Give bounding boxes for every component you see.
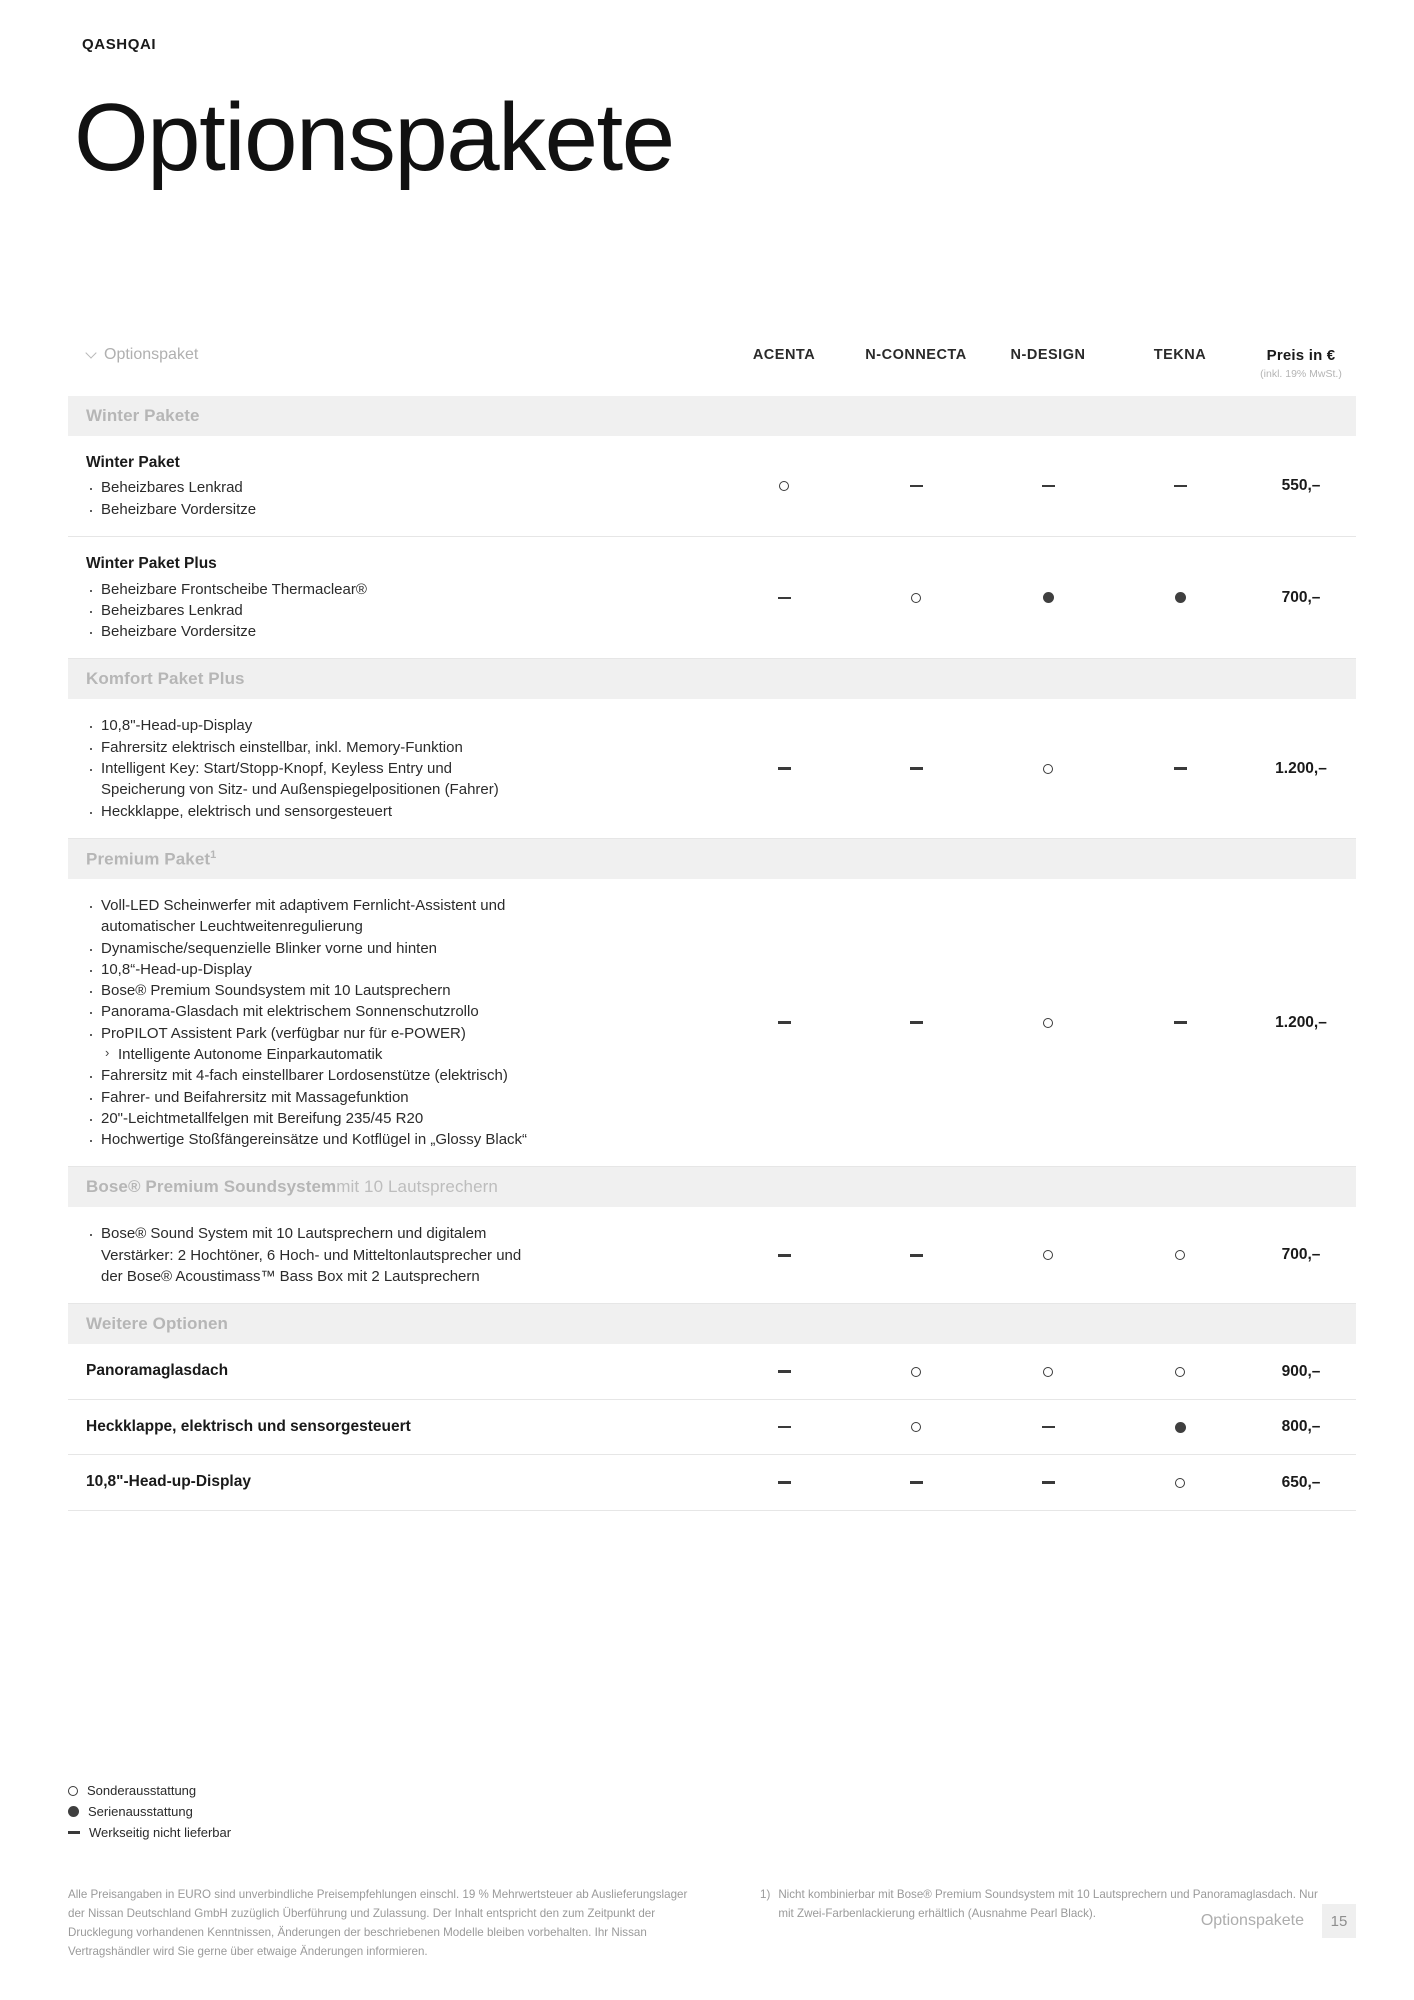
feature-item: · Beheizbare Vordersitze: [86, 621, 706, 642]
marker-optional-icon: [1043, 1250, 1053, 1260]
marker-optional-icon: [1043, 1018, 1053, 1028]
footnote-number: 1): [760, 1888, 771, 1901]
marker-unavailable-icon: [1042, 485, 1055, 487]
feature-item: · Hochwertige Stoßfängereinsätze und Kotflügel in „Glossy Black“: [86, 1129, 706, 1150]
marker-unavailable-icon: [1042, 1481, 1055, 1483]
section-band: [68, 1167, 1356, 1207]
row-title: Panoramaglasdach: [86, 1362, 229, 1380]
legend: [68, 1780, 488, 1843]
availability-cell-tekna: [1114, 1021, 1246, 1023]
row-description: [68, 699, 718, 837]
availability-cell-n-design: [982, 1426, 1114, 1428]
model-name: QASHQAI: [82, 36, 157, 53]
table-body: [68, 396, 1356, 1511]
footnote-text: Nicht kombinierbar mit Bose® Premium Soundsystem mit 10 Lautsprechern und Panoramaglasdach. Nur mit Zwei-Farbenlackierung erhältlich (Ausnahme Pearl Black).: [778, 1888, 1318, 1920]
section-band: [68, 1304, 1356, 1344]
table-row: [68, 1455, 1356, 1510]
marker-unavailable-icon: [910, 767, 923, 769]
marker-optional-icon: [1175, 1367, 1185, 1377]
marker-optional-icon: [911, 1422, 921, 1432]
availability-cell-n-connecta: [850, 593, 982, 603]
marker-unavailable-icon: [1174, 485, 1187, 487]
row-title: Heckklappe, elektrisch und sensorgesteuert: [86, 1417, 411, 1435]
price-cell: 1.200,–: [1275, 1013, 1327, 1031]
feature-item: · 10,8“-Head-up-Display: [86, 959, 706, 980]
feature-item: · Panorama-Glasdach mit elektrischem Sonnenschutzrollo: [86, 1001, 706, 1022]
marker-standard-icon: [1175, 1422, 1186, 1433]
row-description: [68, 1207, 718, 1303]
availability-cell-acenta: [718, 1426, 850, 1428]
price-header-label: Preis in €: [1266, 347, 1336, 364]
availability-cell-n-design: [982, 1018, 1114, 1028]
feature-item: · Fahrersitz elektrisch einstellbar, inkl. Memory-Funktion: [86, 737, 706, 758]
feature-list: [86, 715, 706, 821]
availability-cell-tekna: [1114, 767, 1246, 769]
feature-item: automatischer Leuchtweitenregulierung: [101, 918, 363, 936]
column-header-price: [1246, 346, 1356, 380]
availability-cell-n-connecta: [850, 1254, 982, 1256]
row-title: Winter Paket: [86, 454, 180, 471]
footer-disclaimer: Alle Preisangaben in EURO sind unverbindliche Preisempfehlungen einschl. 19 % Mehrwertsteuer ab Auslieferungslager der Nissan Deutschland GmbH zuzüglich Überführung und Zulassung. Der Inhalt entspricht den zum Zeitpunkt der Drucklegung vorhandenen Kenntnissen, Änderungen der beschriebenen Modelle bleiben vorbehalten. Ihr Nissan Vertragshändler wird Sie gerne über etwaige Änderungen informieren.: [68, 1888, 688, 1958]
marker-unavailable-icon: [1174, 1021, 1187, 1023]
availability-cell-acenta: [718, 1481, 850, 1483]
feature-list: [86, 579, 706, 643]
marker-unavailable-icon: [778, 1254, 791, 1256]
availability-cell-n-design: [982, 485, 1114, 487]
legend-item: [68, 1780, 488, 1801]
options-table: [68, 346, 1356, 1511]
feature-item: Speicherung von Sitz- und Außenspiegelpositionen (Fahrer): [101, 781, 499, 799]
feature-item: · ProPILOT Assistent Park (verfügbar nur für e-POWER): [86, 1023, 706, 1044]
page-footer: [1201, 1904, 1356, 1938]
availability-cell-tekna: [1114, 592, 1246, 603]
feature-item: · Bose® Premium Soundsystem mit 10 Lautsprechern: [86, 980, 706, 1001]
row-description: [68, 1455, 718, 1509]
legend-item: [68, 1822, 488, 1843]
row-title: Winter Paket Plus: [86, 555, 217, 573]
marker-optional-icon: [1043, 764, 1053, 774]
availability-cell-n-design: [982, 592, 1114, 603]
marker-unavailable-icon: [778, 1481, 791, 1483]
availability-cell-n-design: [982, 764, 1114, 774]
availability-cell-acenta: [718, 767, 850, 769]
feature-list: [86, 477, 706, 520]
section-band: [68, 839, 1356, 879]
feature-item: · 10,8"-Head-up-Display: [86, 715, 706, 736]
legend-standard-icon: [68, 1806, 79, 1817]
marker-unavailable-icon: [778, 597, 791, 599]
legend-label: Serienausstattung: [88, 1804, 193, 1820]
price-cell: 900,–: [1281, 1362, 1321, 1380]
availability-cell-n-connecta: [850, 1021, 982, 1023]
section-band-title: Bose® Premium Soundsystem: [86, 1177, 337, 1197]
page-title: Optionspakete: [74, 84, 674, 191]
marker-optional-icon: [1175, 1250, 1185, 1260]
marker-optional-icon: [1043, 1367, 1053, 1377]
column-header-acenta: ACENTA: [752, 347, 816, 363]
section-band-title: Weitere Optionen: [86, 1314, 229, 1334]
table-row: [68, 1207, 1356, 1304]
column-header-n-design: N-DESIGN: [1010, 347, 1086, 363]
feature-item: · Dynamische/sequenzielle Blinker vorne und hinten: [86, 938, 706, 959]
marker-unavailable-icon: [910, 485, 923, 487]
marker-standard-icon: [1043, 592, 1054, 603]
availability-cell-tekna: [1114, 485, 1246, 487]
availability-cell-acenta: [718, 481, 850, 491]
table-header-row: [68, 346, 1356, 396]
availability-cell-n-connecta: [850, 767, 982, 769]
section-band: [68, 396, 1356, 436]
availability-cell-n-connecta: [850, 1422, 982, 1432]
feature-item: · Beheizbare Frontscheibe Thermaclear®: [86, 579, 706, 600]
feature-item: · Fahrersitz mit 4-fach einstellbarer Lordosenstütze (elektrisch): [86, 1065, 706, 1086]
feature-item: · Voll-LED Scheinwerfer mit adaptivem Fernlicht-Assistent und: [86, 895, 706, 916]
feature-item: · Fahrer- und Beifahrersitz mit Massagefunktion: [86, 1087, 706, 1108]
availability-cell-tekna: [1114, 1478, 1246, 1488]
marker-unavailable-icon: [910, 1254, 923, 1256]
feature-item: · Beheizbares Lenkrad: [86, 477, 706, 498]
row-description: [68, 1344, 718, 1398]
table-row: [68, 1344, 1356, 1399]
chevron-down-icon: [86, 348, 97, 359]
price-cell: 1.200,–: [1275, 759, 1327, 777]
price-cell: 650,–: [1281, 1473, 1321, 1491]
marker-unavailable-icon: [910, 1021, 923, 1023]
price-cell: 800,–: [1281, 1418, 1321, 1436]
availability-cell-tekna: [1114, 1422, 1246, 1433]
feature-item: der Bose® Acoustimass™ Bass Box mit 2 Lautsprechern: [101, 1268, 480, 1286]
availability-cell-tekna: [1114, 1250, 1246, 1260]
marker-unavailable-icon: [778, 1021, 791, 1023]
section-band-subtitle: mit 10 Lautsprechern: [336, 1177, 498, 1197]
price-cell: 700,–: [1281, 588, 1321, 606]
feature-item: · Beheizbares Lenkrad: [86, 600, 706, 621]
table-row: [68, 1400, 1356, 1455]
feature-item: · Beheizbare Vordersitze: [86, 499, 706, 520]
row-description: [68, 879, 718, 1167]
legend-optional-icon: [68, 1786, 78, 1796]
feature-item: · Intelligent Key: Start/Stopp-Knopf, Keyless Entry und: [86, 758, 706, 779]
availability-cell-tekna: [1114, 1367, 1246, 1377]
availability-cell-acenta: [718, 1254, 850, 1256]
availability-cell-acenta: [718, 597, 850, 599]
marker-optional-icon: [1175, 1478, 1185, 1488]
marker-optional-icon: [779, 481, 789, 491]
marker-unavailable-icon: [1042, 1426, 1055, 1428]
feature-list: [86, 895, 706, 1151]
section-band-title: Premium Paket$^1$: [86, 848, 217, 869]
marker-optional-icon: [911, 593, 921, 603]
page-number: 15: [1322, 1904, 1356, 1938]
table-row: [68, 879, 1356, 1168]
table-row: [68, 436, 1356, 537]
row-title: 10,8"-Head-up-Display: [86, 1473, 251, 1491]
table-row: [68, 699, 1356, 838]
row-description: [68, 436, 718, 536]
legend-label: Sonderausstattung: [87, 1783, 197, 1798]
section-band-title: Komfort Paket Plus: [86, 669, 245, 689]
feature-item: · Bose® Sound System mit 10 Lautsprechern und digitalem: [86, 1223, 706, 1244]
availability-cell-n-design: [982, 1367, 1114, 1377]
column-header-tekna: TEKNA: [1153, 347, 1207, 363]
marker-unavailable-icon: [1174, 767, 1187, 769]
availability-cell-n-design: [982, 1250, 1114, 1260]
table-row: [68, 537, 1356, 659]
feature-item: · 20"-Leichtmetallfelgen mit Bereifung 235/45 R20: [86, 1108, 706, 1129]
marker-unavailable-icon: [910, 1481, 923, 1483]
marker-standard-icon: [1175, 592, 1186, 603]
legend-unavailable-icon: [68, 1831, 80, 1833]
feature-item: Verstärker: 2 Hochtöner, 6 Hoch- und Mitteltonlautsprecher und: [101, 1246, 522, 1264]
marker-unavailable-icon: [778, 767, 791, 769]
legend-label: Werkseitig nicht lieferbar: [89, 1825, 232, 1841]
footer-section-label: Optionspakete: [1200, 1912, 1304, 1929]
availability-cell-n-design: [982, 1481, 1114, 1483]
row-description: [68, 1400, 718, 1454]
column-header-optionspaket[interactable]: [68, 346, 718, 364]
section-band-title: Winter Pakete: [86, 406, 200, 425]
marker-unavailable-icon: [778, 1370, 791, 1372]
marker-optional-icon: [911, 1367, 921, 1377]
availability-cell-n-connecta: [850, 1367, 982, 1377]
section-band-footnote-ref: 1: [210, 848, 217, 861]
column-header-label: Optionspaket: [104, 346, 199, 363]
availability-cell-n-connecta: [850, 1481, 982, 1483]
column-header-n-connecta: N-CONNECTA: [865, 347, 967, 363]
legend-item: [68, 1801, 488, 1822]
feature-item: · Heckklappe, elektrisch und sensorgesteuert: [86, 801, 706, 822]
row-description: [68, 537, 718, 658]
price-cell: 550,–: [1281, 477, 1321, 495]
price-header-sublabel: (inkl. 19% MwSt.): [1260, 368, 1342, 380]
availability-cell-acenta: [718, 1370, 850, 1372]
feature-list: [86, 1223, 706, 1287]
price-cell: 700,–: [1281, 1246, 1321, 1264]
availability-cell-n-connecta: [850, 485, 982, 487]
availability-cell-acenta: [718, 1021, 850, 1023]
marker-unavailable-icon: [778, 1426, 791, 1428]
feature-item: › Intelligente Autonome Einparkautomatik: [86, 1044, 706, 1065]
section-band: [68, 659, 1356, 699]
